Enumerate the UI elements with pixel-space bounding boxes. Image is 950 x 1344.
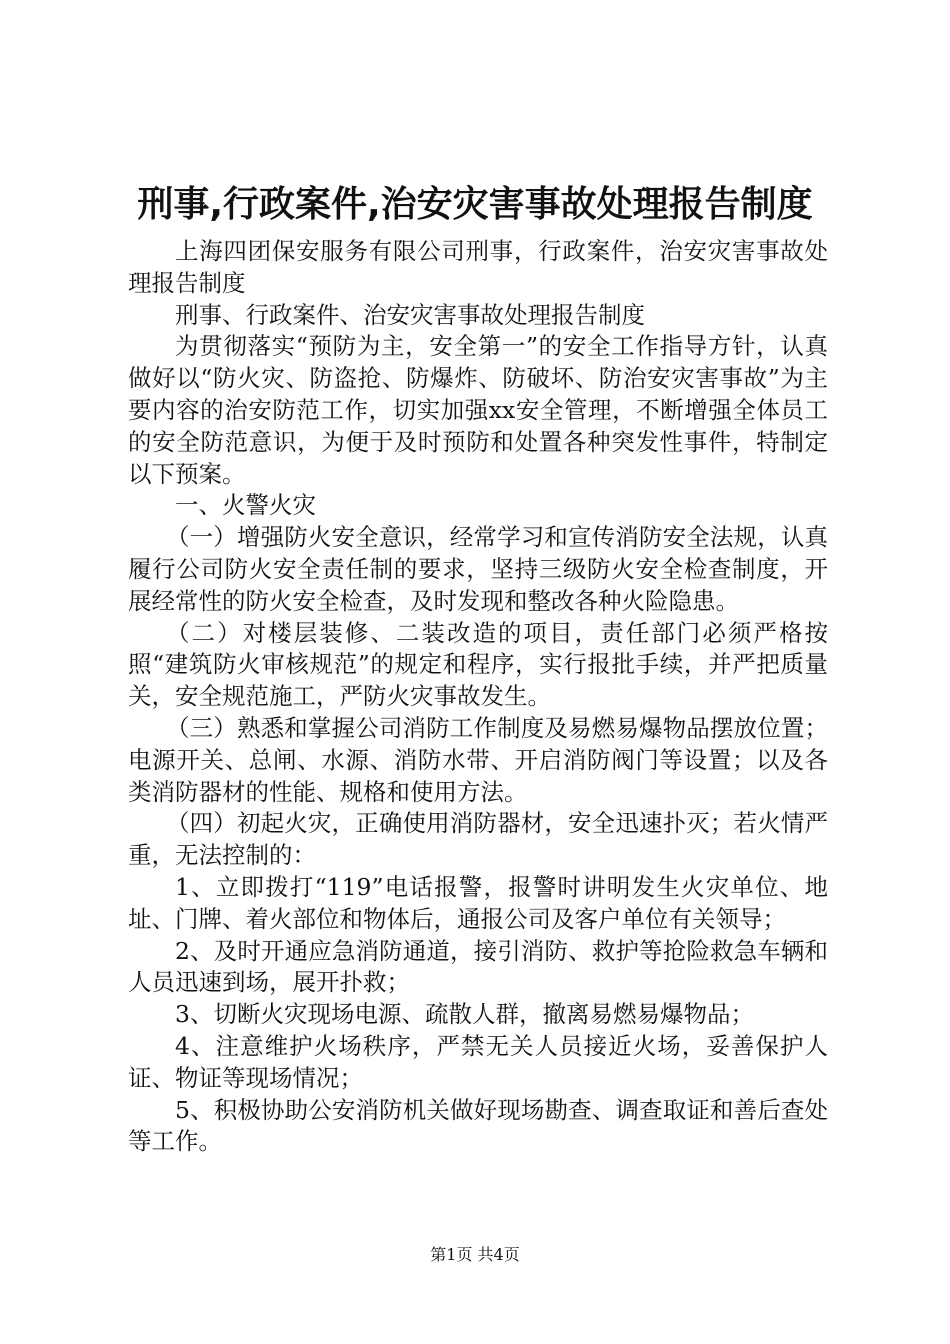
list-step-3: 3、切断火灾现场电源、疏散人群，撤离易燃易爆物品； — [175, 1000, 754, 1029]
paragraph-item-3: （三）熟悉和掌握公司消防工作制度及易燃易爆物品摆放位置；电源开关、总闸、水源、消防水带、开启消防阀门等设置；以及各类消防器材的性能、规格和使用方法。 — [128, 713, 828, 806]
paragraph-subtitle: 刑事、行政案件、治安灾害事故处理报告制度 — [175, 300, 645, 329]
list-step-4: 4、注意维护火场秩序，严禁无关人员接近火场，妥善保护人证、物证等现场情况； — [128, 1031, 828, 1092]
paragraph-introduction: 为贯彻落实“预防为主，安全第一”的安全工作指导方针，认真做好以“防火灾、防盗抢、防爆炸、防破坏、防治安灾害事故”为主要内容的治安防范工作，切实加强xx安全管理，不断增强全体员工的安全防范意识，为便于及时预防和处置各种突发性事件，特制定以下预案。 — [128, 332, 828, 488]
list-step-1: 1、立即拨打“119”电话报警，报警时讲明发生火灾单位、地址、门牌、着火部位和物体后，通报公司及客户单位有关领导； — [128, 872, 828, 933]
document-body — [128, 236, 828, 1158]
paragraph-item-2: （二）对楼层装修、二装改造的项目，责任部门必须严格按照“建筑防火审核规范”的规定和程序，实行报批手续，并严把质量关，安全规范施工，严防火灾事故发生。 — [128, 618, 828, 711]
section-heading-fire: 一、火警火灾 — [175, 491, 316, 520]
page-footer: 第1页 共4页 — [430, 1245, 520, 1264]
list-step-2: 2、及时开通应急消防通道，接引消防、救护等抢险救急车辆和人员迅速到场，展开扑救； — [128, 936, 828, 997]
list-step-5: 5、积极协助公安消防机关做好现场勘查、调查取证和善后查处等工作。 — [128, 1095, 828, 1156]
paragraph-item-1: （一）增强防火安全意识，经常学习和宣传消防安全法规，认真履行公司防火安全责任制的要求，坚持三级防火安全检查制度，开展经常性的防火安全检查，及时发现和整改各种火险隐患。 — [128, 523, 828, 615]
document-title: 刑事,行政案件,治安灾害事故处理报告制度 — [137, 184, 813, 225]
paragraph-company-title: 上海四团保安服务有限公司刑事，行政案件，治安灾害事故处理报告制度 — [128, 237, 828, 297]
paragraph-item-4: （四）初起火灾，正确使用消防器材，安全迅速扑灭；若火情严重，无法控制的： — [128, 809, 828, 870]
